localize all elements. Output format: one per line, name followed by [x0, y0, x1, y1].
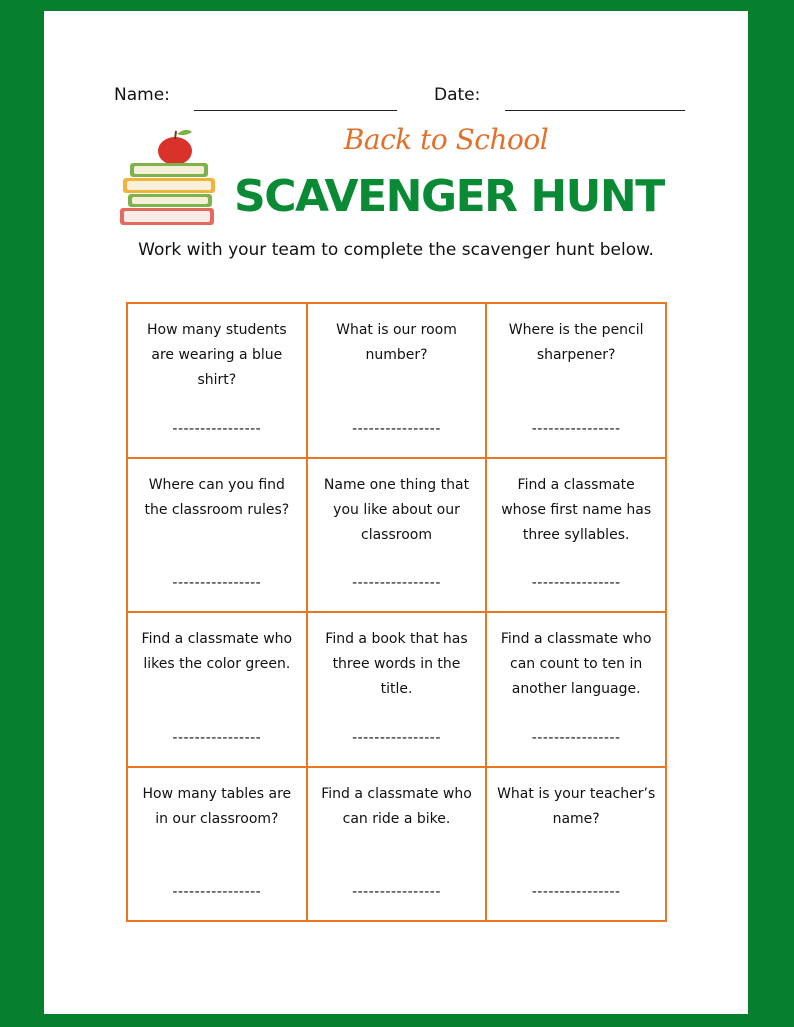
- back-to-school-subtitle: Back to School: [343, 123, 549, 156]
- answer-blank[interactable]: ----------------: [531, 575, 621, 591]
- hunt-question: Find a classmate who can count to ten in another language.: [500, 631, 652, 697]
- hunt-question: How many students are wearing a blue shirt?: [147, 322, 287, 388]
- hunt-cell: [127, 303, 307, 458]
- hunt-cell: [307, 767, 487, 922]
- answer-blank[interactable]: ----------------: [172, 729, 262, 746]
- hunt-question: Where can you find the classroom rules?: [144, 476, 290, 518]
- answer-blank[interactable]: ----------------: [531, 729, 621, 746]
- answer-blank[interactable]: ----------------: [531, 420, 621, 437]
- hunt-cell: [127, 767, 307, 922]
- answer-blank[interactable]: ----------------: [352, 420, 441, 437]
- answer-blank[interactable]: ----------------: [352, 575, 441, 591]
- date-label: Date:: [434, 85, 481, 105]
- answer-blank[interactable]: ----------------: [352, 729, 441, 746]
- worksheet-page: [44, 11, 748, 1014]
- hunt-question: Find a classmate whose first name has three syllables.: [501, 476, 652, 543]
- hunt-cell: [307, 458, 487, 613]
- books-apple-icon: [118, 123, 218, 227]
- hunt-question: Name one thing that you like about our classroom: [323, 476, 470, 543]
- date-line: [505, 110, 685, 111]
- hunt-cell: [486, 458, 666, 613]
- hunt-cell: [486, 303, 666, 458]
- answer-blank[interactable]: ----------------: [352, 884, 441, 900]
- page-title: SCAVENGER HUNT: [234, 171, 664, 222]
- name-line: [194, 110, 397, 111]
- hunt-question: Where is the pencil sharpener?: [508, 322, 644, 363]
- hunt-question: What is our room number?: [336, 322, 457, 363]
- hunt-question: What is your teacher’s name?: [497, 785, 656, 827]
- answer-blank[interactable]: ----------------: [172, 575, 262, 591]
- hunt-cell: [307, 612, 487, 767]
- scavenger-hunt-grid: [126, 302, 667, 922]
- hunt-cell: [486, 767, 666, 922]
- answer-blank[interactable]: ----------------: [172, 420, 262, 437]
- hunt-question: Find a book that has three words in the title.: [325, 631, 468, 697]
- hunt-cell: [307, 303, 487, 458]
- hunt-cell: [127, 458, 307, 613]
- answer-blank[interactable]: ----------------: [172, 884, 262, 900]
- name-label: Name:: [114, 85, 170, 105]
- hunt-question: Find a classmate who likes the color green.: [141, 631, 293, 672]
- hunt-cell: [486, 612, 666, 767]
- answer-blank[interactable]: ----------------: [531, 884, 621, 900]
- instructions-text: Work with your team to complete the scavenger hunt below.: [138, 240, 654, 260]
- hunt-cell: [127, 612, 307, 767]
- hunt-question: How many tables are in our classroom?: [142, 785, 292, 827]
- hunt-question: Find a classmate who can ride a bike.: [321, 785, 472, 827]
